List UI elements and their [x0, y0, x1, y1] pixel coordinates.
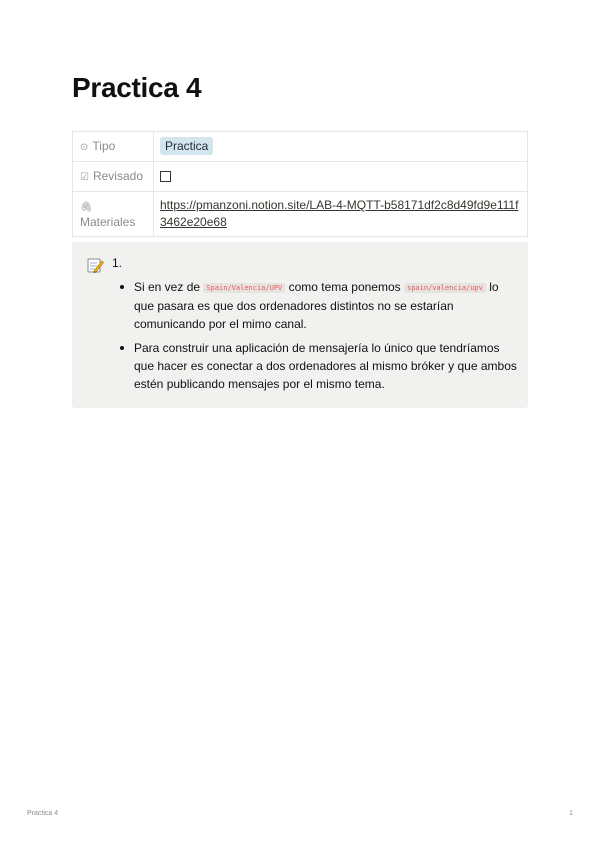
revisado-checkbox[interactable]	[160, 171, 171, 182]
select-icon: ⊙	[80, 142, 89, 153]
property-row-materiales	[73, 192, 528, 237]
bullet-item-2: Para construir una aplicación de mensajería lo único que tendríamos que hacer es conectar a dos ordenadores al mismo bróker y que ambos estén publicando mensajes por el mismo tema.	[120, 339, 518, 393]
callout-bullet-list	[120, 278, 518, 399]
property-row-revisado	[73, 162, 528, 192]
materiales-link[interactable]: https://pmanzoni.notion.site/LAB-4-MQTT-b58171df2c8d49fd9e111f3462e20e68	[160, 198, 519, 229]
callout-block	[72, 242, 528, 408]
property-value-revisado	[154, 162, 528, 192]
paperclip-icon: 🖇	[80, 202, 93, 213]
bullet1-text-mid: como tema ponemos	[288, 280, 401, 294]
property-name-tipo	[73, 132, 154, 162]
bullet1-text-post: lo que pasara es que dos ordenadores distintos no se estarían comunicando por el mimo canal.	[134, 280, 499, 331]
bullet1-text-pre: Si en vez de	[134, 280, 201, 294]
checkbox-icon: ☑	[80, 172, 89, 183]
callout-heading: 1.	[112, 256, 123, 270]
property-name-materiales	[73, 192, 154, 237]
footer-title: Practica 4	[27, 810, 59, 817]
property-value-materiales	[154, 192, 528, 237]
page-number: 1	[569, 810, 573, 817]
page-title: Practica 4	[72, 72, 202, 103]
inline-code-spain-upper: Spain/Valencia/UPV	[203, 283, 285, 293]
tipo-tag[interactable]: Practica	[160, 137, 213, 155]
inline-code-spain-lower: spain/valencia/upv	[404, 283, 486, 293]
property-label-materiales: Materiales	[80, 215, 136, 229]
property-value-tipo	[154, 132, 528, 162]
bullet-item-1	[120, 278, 518, 333]
property-label-revisado: Revisado	[92, 169, 143, 183]
properties-table	[72, 131, 528, 237]
property-label-tipo: Tipo	[92, 139, 116, 153]
property-name-revisado	[73, 162, 154, 192]
property-row-tipo	[73, 132, 528, 162]
memo-icon	[86, 256, 104, 274]
